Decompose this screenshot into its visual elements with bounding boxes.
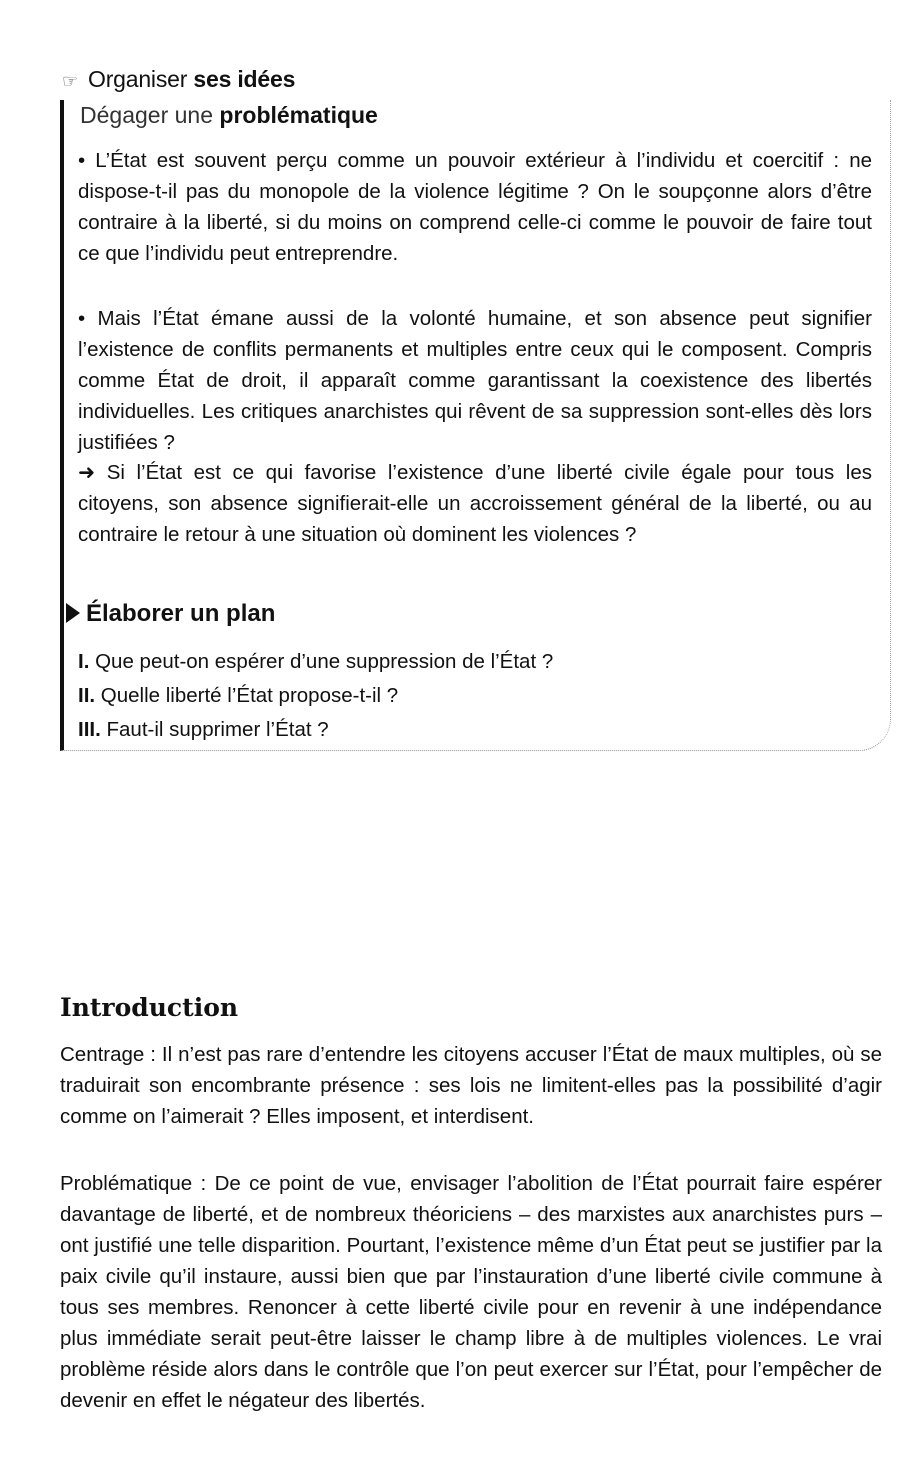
plan-item: I. Que peut-on espérer d’une suppression de l’État ? xyxy=(78,650,554,673)
problematique-heading: Dégager une problématique xyxy=(80,102,378,128)
bullet-paragraph-1: • L’État est souvent perçu comme un pouvoir extérieur à l’individu et coercitif : ne dispose-t-il pas du monopole de la violence légitime ? On le soupçonne alors d’être contraire à la liberté, si du moins on comprend celle-ci comme le pouvoir de faire tout ce que l’individu peut entreprendre. xyxy=(78,149,872,265)
section-heading-organiser: ☞ Organiser ses idées xyxy=(62,66,296,92)
triangle-bullet-icon xyxy=(66,603,80,623)
arrow-paragraph: ➜ Si l’État est ce qui favorise l’existence d’une liberté civile égale pour tous les citoyens, son absence signifierait-elle un accroissement général de la liberté, ou au contraire le retour à une situation où dominent les violences ? xyxy=(78,461,872,546)
problematique-paragraph: Problématique : De ce point de vue, envisager l’abolition de l’État pourrait faire espérer davantage de liberté, et de nombreux théoriciens – des marxistes aux anarchistes purs – ont justifié une telle disparition. Pourtant, l’existence même d’un État peut se justifier par la paix civile qu’il instaure, aussi bien que par l’instauration d’une liberté civile commune à tous ses membres. Renoncer à cette liberté civile pour en revenir à une indépendance plus immédiate serait peut-être laisser le champ libre à de multiples violences. Le vrai problème réside alors dans le contrôle que l’on peut exercer sur l’État, pour l’empêcher de devenir en effet le négateur des libertés. xyxy=(60,1172,882,1412)
plan-item: II. Quelle liberté l’État propose-t-il ? xyxy=(78,684,399,707)
pointing-hand-icon: ☞ xyxy=(62,71,78,91)
plan-item: III. Faut-il supprimer l’État ? xyxy=(78,718,329,741)
method-box xyxy=(60,100,891,751)
bullet-paragraph-2: • Mais l’État émane aussi de la volonté humaine, et son absence peut signifier l’existence de conflits permanents et multiples entre ceux qui le composent. Compris comme État de droit, il apparaît comme garantissant la coexistence des libertés individuelles. Les critiques anarchistes qui rêvent de sa suppression sont-elles dès lors justifiées ? xyxy=(78,307,872,454)
introduction-heading: Introduction xyxy=(60,993,239,1022)
plan-list xyxy=(78,645,553,747)
plan-heading: Élaborer un plan xyxy=(66,600,275,628)
centrage-paragraph: Centrage : Il n’est pas rare d’entendre les citoyens accuser l’État de maux multiples, où se traduirait son encombrante présence : ses lois ne limitent-elles pas la possibilité d’agir comme on l’aimerait ? Elles imposent, et interdisent. xyxy=(60,1043,882,1128)
